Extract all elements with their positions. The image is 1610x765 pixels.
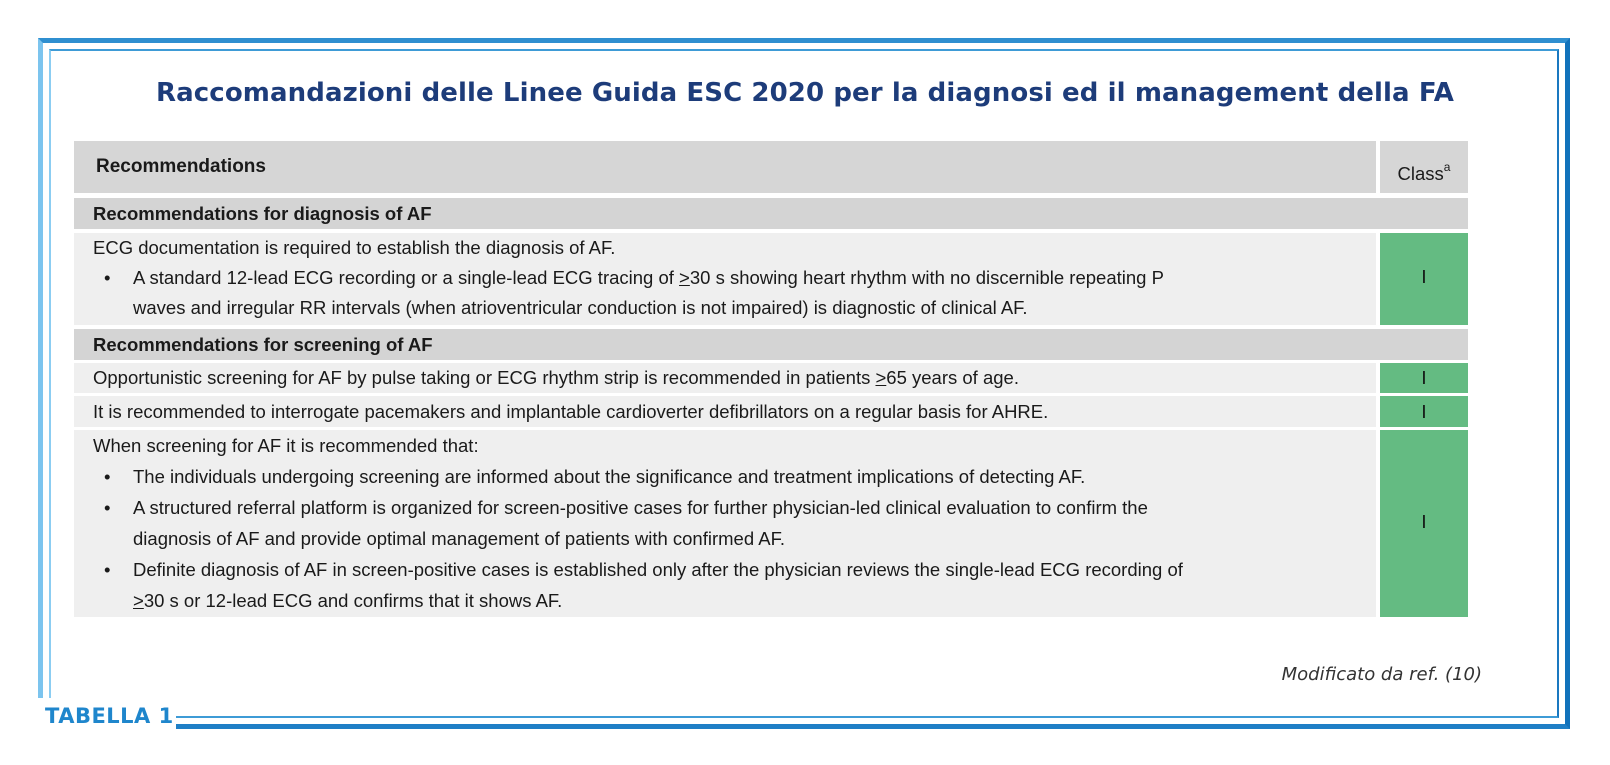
class-cell <box>1380 430 1468 617</box>
bullet-item <box>93 263 1376 323</box>
bullet-item <box>93 461 1376 492</box>
ge-symbol: > <box>679 267 690 288</box>
header-recommendations <box>74 141 1376 193</box>
row-lead-text: When screening for AF it is recommended that: <box>93 435 479 456</box>
table-row <box>74 363 1376 393</box>
table-row <box>74 430 1376 617</box>
section-title-screening <box>74 329 1468 360</box>
section-title-diagnosis <box>74 198 1468 229</box>
row-lead-text: ECG documentation is required to establish the diagnosis of AF. <box>93 237 616 258</box>
class-value: I <box>1421 266 1427 287</box>
ge-symbol: > <box>875 367 887 388</box>
header-class <box>1380 141 1468 193</box>
bullet-text: 30 s showing heart rhythm with no discernible repeating P <box>689 267 1164 288</box>
bullet-text: waves and irregular RR intervals (when atrioventricular conduction is not impaired) is diagnostic of clinical AF. <box>133 297 1028 318</box>
bullet-text: diagnosis of AF and provide optimal management of patients with confirmed AF. <box>133 528 785 549</box>
class-value: I <box>1421 511 1427 532</box>
ge-symbol: > <box>133 590 144 611</box>
header-class-label: Class <box>1397 163 1444 184</box>
table-row <box>74 396 1376 427</box>
class-value: I <box>1421 401 1427 422</box>
bullet-text: Definite diagnosis of AF in screen-positive cases is established only after the physician reviews the single-lead ECG recording of <box>133 559 1183 580</box>
bullet-text: 30 s or 12-lead ECG and confirms that it shows AF. <box>143 590 563 611</box>
row-text: It is recommended to interrogate pacemakers and implantable cardioverter defibrillators on a regular basis for AHRE. <box>93 401 1049 422</box>
class-value: I <box>1421 367 1427 388</box>
bullet-text: A structured referral platform is organized for screen-positive cases for further physician-led clinical evaluation to confirm the <box>133 497 1148 518</box>
figure-label: TABELLA 1 <box>45 704 174 728</box>
section-title-diagnosis-text: Recommendations for diagnosis of AF <box>93 203 432 224</box>
class-cell <box>1380 363 1468 393</box>
bullet-text: A standard 12-lead ECG recording or a single-lead ECG tracing of <box>133 267 680 288</box>
bullet-item <box>93 492 1376 554</box>
table-row <box>74 233 1376 325</box>
bullet-text: The individuals undergoing screening are informed about the significance and treatment implications of detecting AF. <box>133 466 1086 487</box>
row-text: 65 years of age. <box>886 367 1019 388</box>
page-title: Raccomandazioni delle Linee Guida ESC 2020 per la diagnosi ed il management della FA <box>156 78 1454 108</box>
class-cell <box>1380 396 1468 427</box>
bullet-item <box>93 554 1376 616</box>
header-recommendations-label: Recommendations <box>96 156 266 177</box>
source-credit: Modificato da ref. (10) <box>1281 664 1482 685</box>
class-cell <box>1380 233 1468 325</box>
row-text: Opportunistic screening for AF by pulse taking or ECG rhythm strip is recommended in patients <box>93 367 876 388</box>
section-title-screening-text: Recommendations for screening of AF <box>93 334 433 355</box>
header-class-superscript: a <box>1443 160 1451 174</box>
